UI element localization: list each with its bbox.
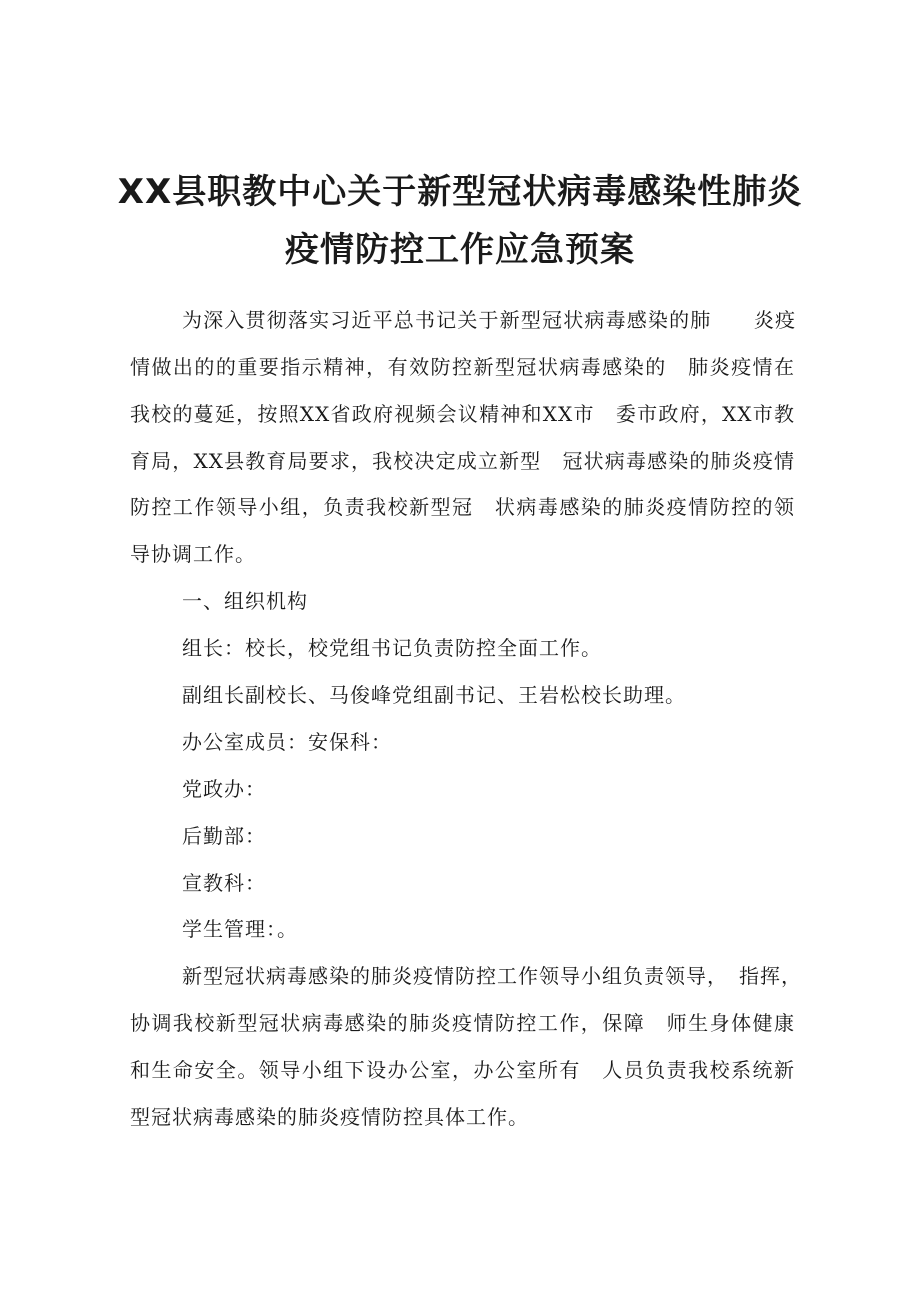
org-line-leader: 组长：校长，校党组书记负责防控全面工作。: [182, 636, 602, 660]
closing-line-1: 新型冠状病毒感染的肺炎疫情防控工作领导小组负责领导， 指挥，: [182, 964, 802, 988]
intro-line-3: 我校的蔓延，按照XX省政府视频会议精神和XX市 委市政府，XX市教: [130, 402, 795, 426]
closing-line-3: 和生命安全。领导小组下设办公室，办公室所有 人员负责我校系统新: [130, 1058, 795, 1082]
section-heading: 一、组织机构: [182, 589, 308, 613]
org-line-deputy: 副组长副校长、马俊峰党组副书记、王岩松校长助理。: [182, 683, 686, 707]
intro-line-6: 导协调工作。: [130, 542, 256, 566]
intro-line-2: 情做出的的重要指示精神，有效防控新型冠状病毒感染的 肺炎疫情在: [130, 355, 795, 379]
intro-line-4: 育局，XX县教育局要求，我校决定成立新型 冠状病毒感染的肺炎疫情: [130, 449, 795, 473]
intro-line-5: 防控工作领导小组，负责我校新型冠 状病毒感染的肺炎疫情防控的领: [130, 495, 795, 519]
org-line-student-mgmt: 学生管理：。: [182, 917, 298, 941]
document-title-line-1: XX县职教中心关于新型冠状病毒感染性肺炎: [117, 172, 803, 212]
intro-line-1: 为深入贯彻落实习近平总书记关于新型冠状病毒感染的肺 炎疫: [182, 308, 796, 332]
org-line-publicity: 宣教科：: [182, 871, 266, 895]
org-line-office: 办公室成员：安保科：: [182, 730, 392, 754]
closing-line-4: 型冠状病毒感染的肺炎疫情防控具体工作。: [130, 1105, 529, 1129]
org-line-party-office: 党政办：: [182, 777, 266, 801]
org-line-logistics: 后勤部：: [182, 824, 266, 848]
document-title-line-2: 疫情防控工作应急预案: [285, 230, 635, 270]
closing-line-2: 协调我校新型冠状病毒感染的肺炎疫情防控工作，保障 师生身体健康: [130, 1011, 795, 1035]
